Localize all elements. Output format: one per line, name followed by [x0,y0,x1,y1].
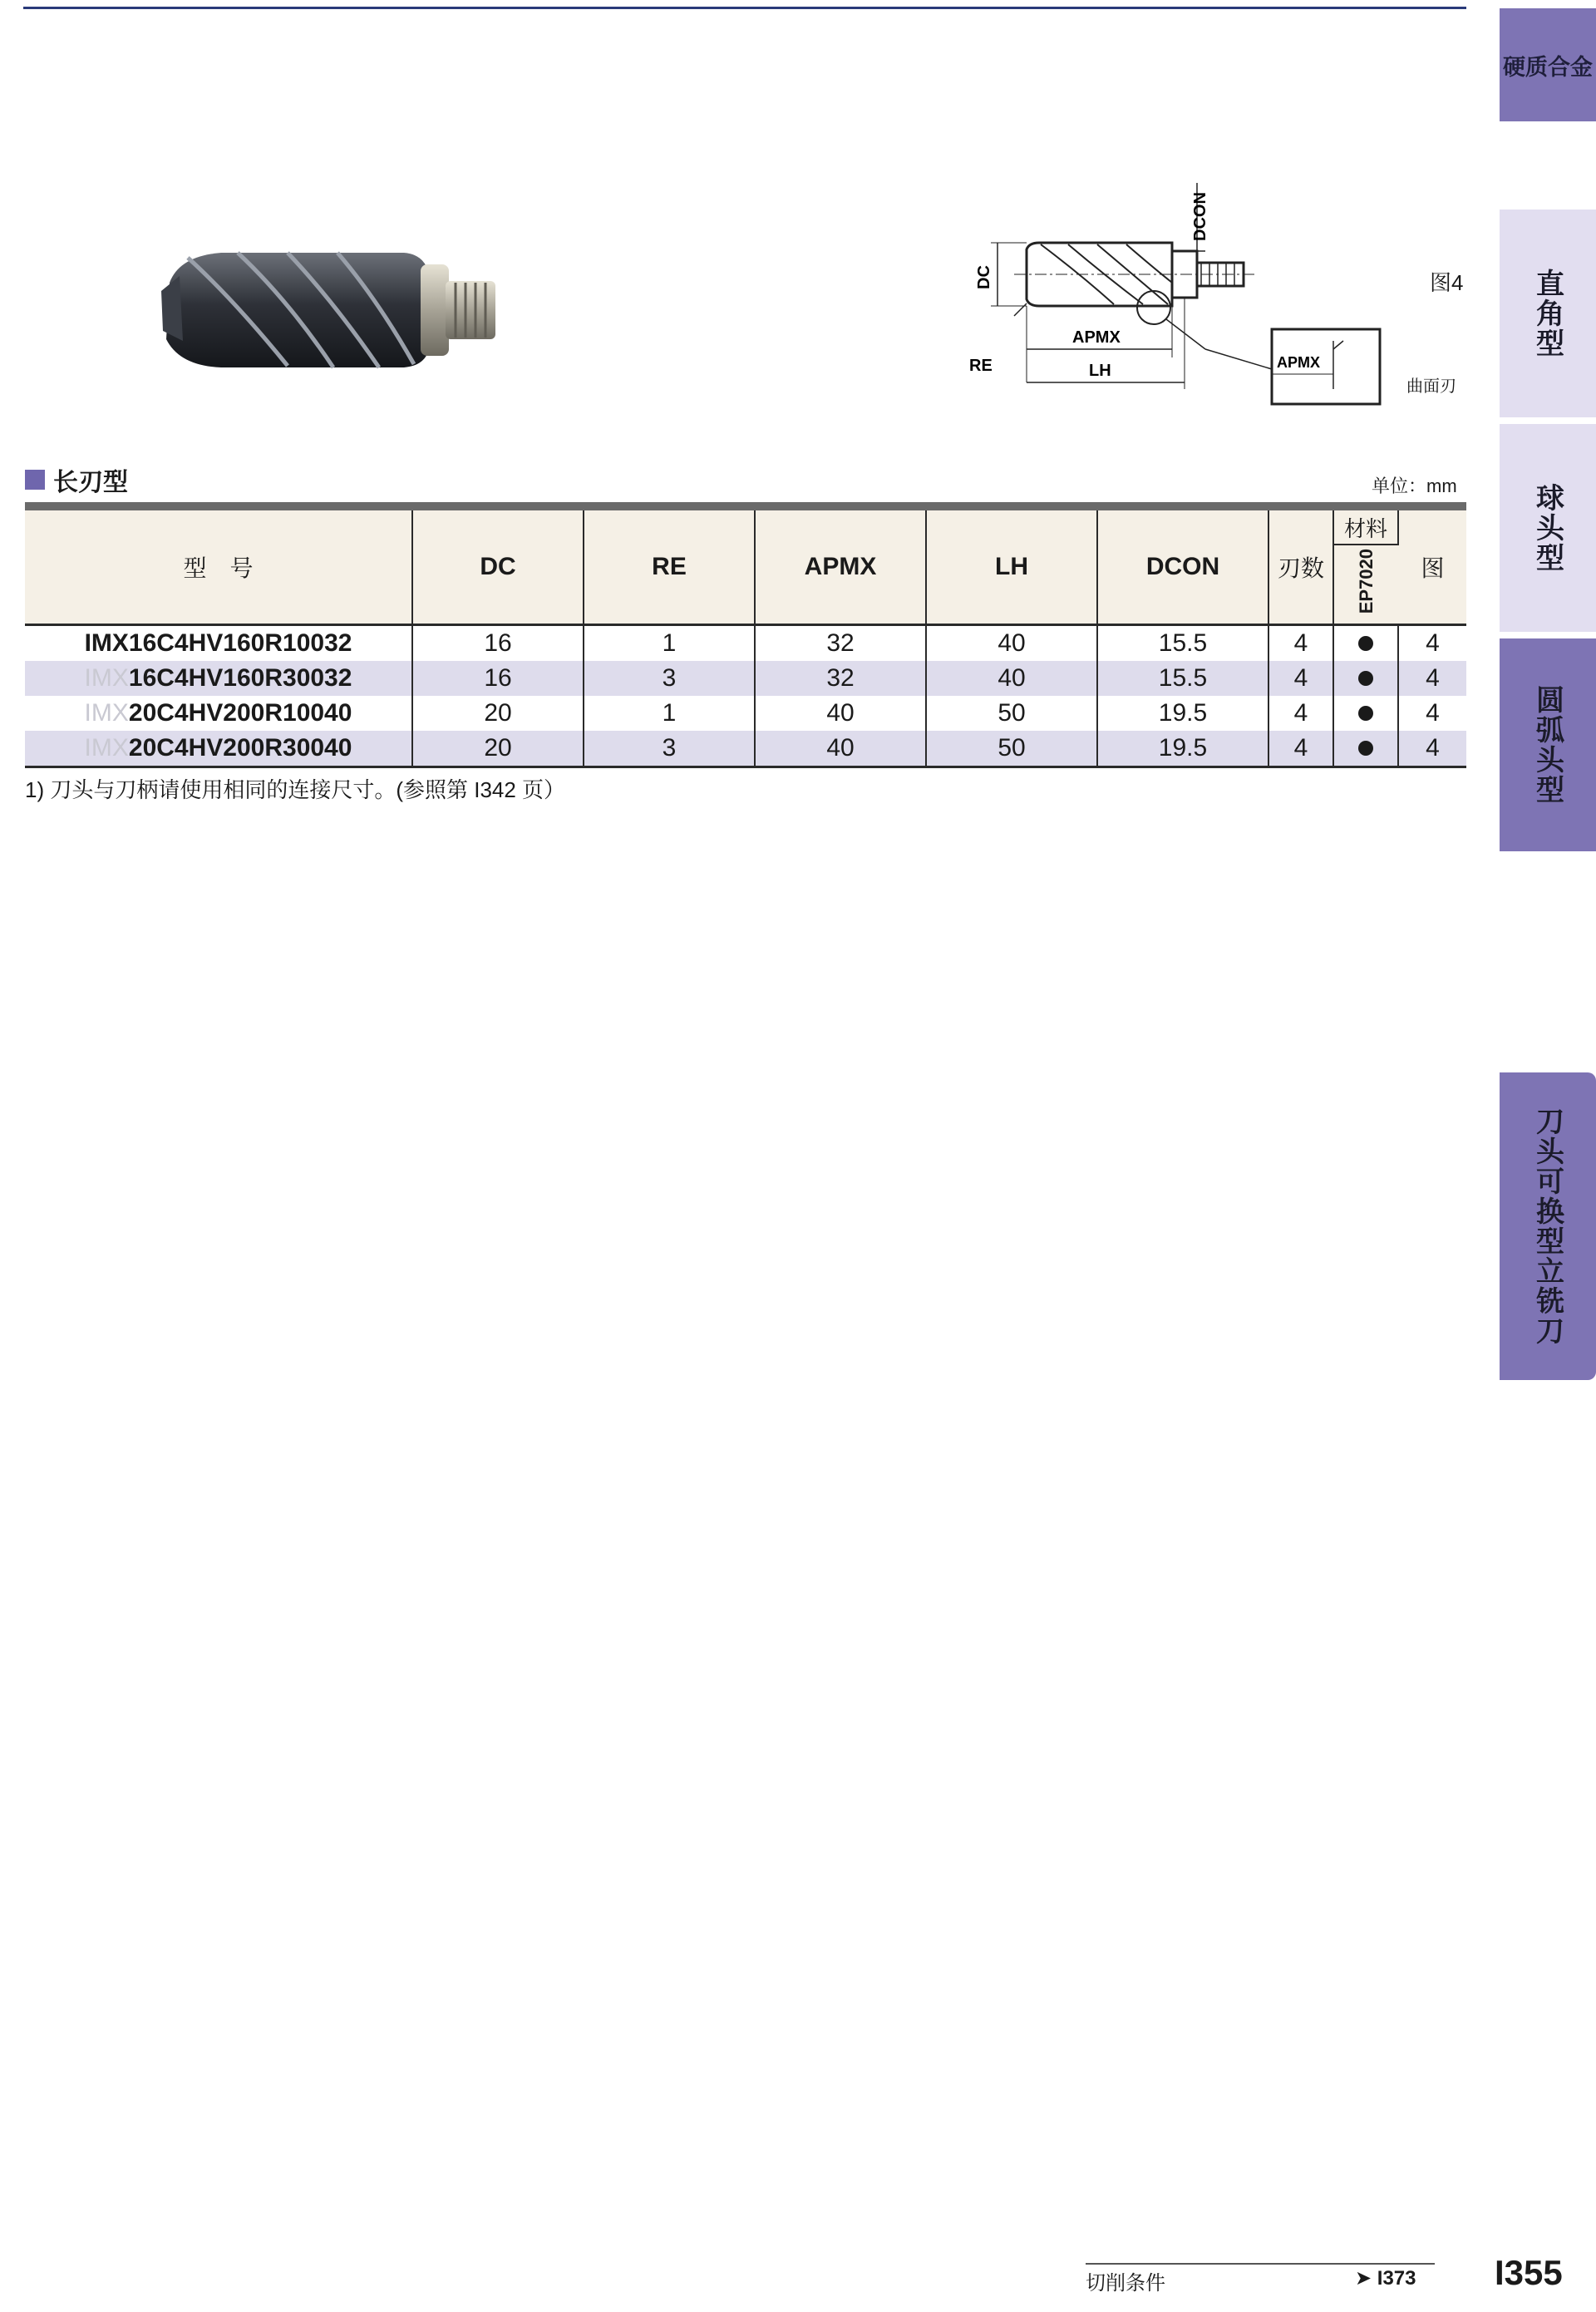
header-dcon: DCON [1097,510,1268,625]
model-code: 20C4HV200R30040 [128,734,352,762]
dc-label: DC [975,265,993,289]
re-value: 1 [584,625,755,662]
model-code: IMX16C4HV160R10032 [84,629,352,657]
in-stock-dot-icon [1358,636,1373,651]
tab-exchange-label: 刀头可换型立铣刀 [1531,1107,1564,1346]
model-cell [25,731,412,767]
flutes-value: 4 [1268,661,1333,696]
in-stock-dot-icon [1358,706,1373,721]
model-cell [25,625,412,662]
apmx-value: 32 [755,661,926,696]
header-lh: LH [926,510,1097,625]
apmx-value: 32 [755,625,926,662]
header-model: 型 号 [25,510,412,625]
tab-exchangeable-head[interactable] [1500,1072,1596,1380]
table-row [25,661,1466,696]
header-material: 材料 [1333,510,1398,545]
flutes-value: 4 [1268,696,1333,731]
header-figure: 图 [1398,510,1466,625]
model-prefix: IMX [84,734,129,762]
top-rule [23,7,1466,9]
header-flutes: 刃数 [1268,510,1333,625]
section-title-text: 长刃型 [53,469,128,496]
figure-value: 4 [1426,699,1440,727]
lh-value: 40 [926,625,1097,662]
figure-value: 4 [1426,629,1440,657]
stock-cell [1333,731,1398,767]
dimension-diagram [964,183,1480,416]
table-row [25,625,1466,662]
lh-value: 40 [926,661,1097,696]
stock-cell [1333,625,1398,662]
dcon-value: 15.5 [1097,661,1268,696]
dcon-value: 19.5 [1097,731,1268,767]
page-number: I355 [1495,2253,1563,2292]
footer-rule [1086,2263,1435,2265]
table-top-rule [25,502,1466,510]
header-re: RE [584,510,755,625]
dcon-value: 15.5 [1097,625,1268,662]
stock-cell [1333,696,1398,731]
tab-square-end[interactable] [1500,210,1596,417]
tab-carbide[interactable] [1500,8,1596,121]
table-row [25,731,1466,767]
flutes-value: 4 [1268,731,1333,767]
section-marker-icon [25,470,45,490]
model-code: 20C4HV200R10040 [128,699,352,727]
end-mill-head-photo [155,241,504,382]
model-cell [25,661,412,696]
stock-cell [1333,661,1398,696]
cutting-conditions-label: 切削条件 [1086,2272,1165,2295]
tab-corner-radius[interactable] [1500,638,1596,851]
spec-table [25,510,1466,768]
dc-value: 20 [412,696,584,731]
lh-value: 50 [926,731,1097,767]
model-code: 16C4HV160R30032 [128,664,352,692]
tab-ball-label: 球头型 [1531,483,1564,573]
footnote: 1) 刀头与刀柄请使用相同的连接尺寸。(参照第 I342 页） [25,777,566,802]
lh-value: 50 [926,696,1097,731]
lh-label: LH [1089,362,1111,380]
model-cell [25,696,412,731]
unit-label: 单位：mm [1372,476,1457,496]
section-title [25,461,128,498]
curved-edge-label: 曲面刃 [1406,377,1456,396]
tab-square-label: 直角型 [1531,269,1564,358]
figure-number: 图4 [1430,270,1464,295]
detail-apmx-label: APMX [1277,354,1321,371]
dc-value: 16 [412,661,584,696]
in-stock-dot-icon [1358,741,1373,756]
dc-value: 20 [412,731,584,767]
model-prefix: IMX [84,664,129,692]
dcon-value: 19.5 [1097,696,1268,731]
header-grade: EP7020 [1355,548,1377,614]
apmx-value: 40 [755,696,926,731]
in-stock-dot-icon [1358,671,1373,686]
apmx-label: APMX [1072,328,1121,347]
header-grade-cell [1333,545,1398,625]
apmx-value: 40 [755,731,926,767]
re-value: 3 [584,661,755,696]
dcon-label: DCON [1191,192,1209,241]
re-label: RE [969,357,993,375]
header-apmx: APMX [755,510,926,625]
re-value: 1 [584,696,755,731]
tab-ball-nose[interactable] [1500,424,1596,632]
table-row [25,696,1466,731]
re-value: 3 [584,731,755,767]
figure-value: 4 [1398,661,1466,696]
cutting-conditions-link[interactable]: ➤ I373 [1355,2267,1416,2290]
flutes-value: 4 [1268,625,1333,662]
tab-radius-label: 圆弧头型 [1531,685,1564,805]
header-dc: DC [412,510,584,625]
dc-value: 16 [412,625,584,662]
figure-value: 4 [1398,731,1466,767]
model-prefix: IMX [84,699,129,727]
tab-carbide-label: 硬质合金 [1503,54,1593,80]
